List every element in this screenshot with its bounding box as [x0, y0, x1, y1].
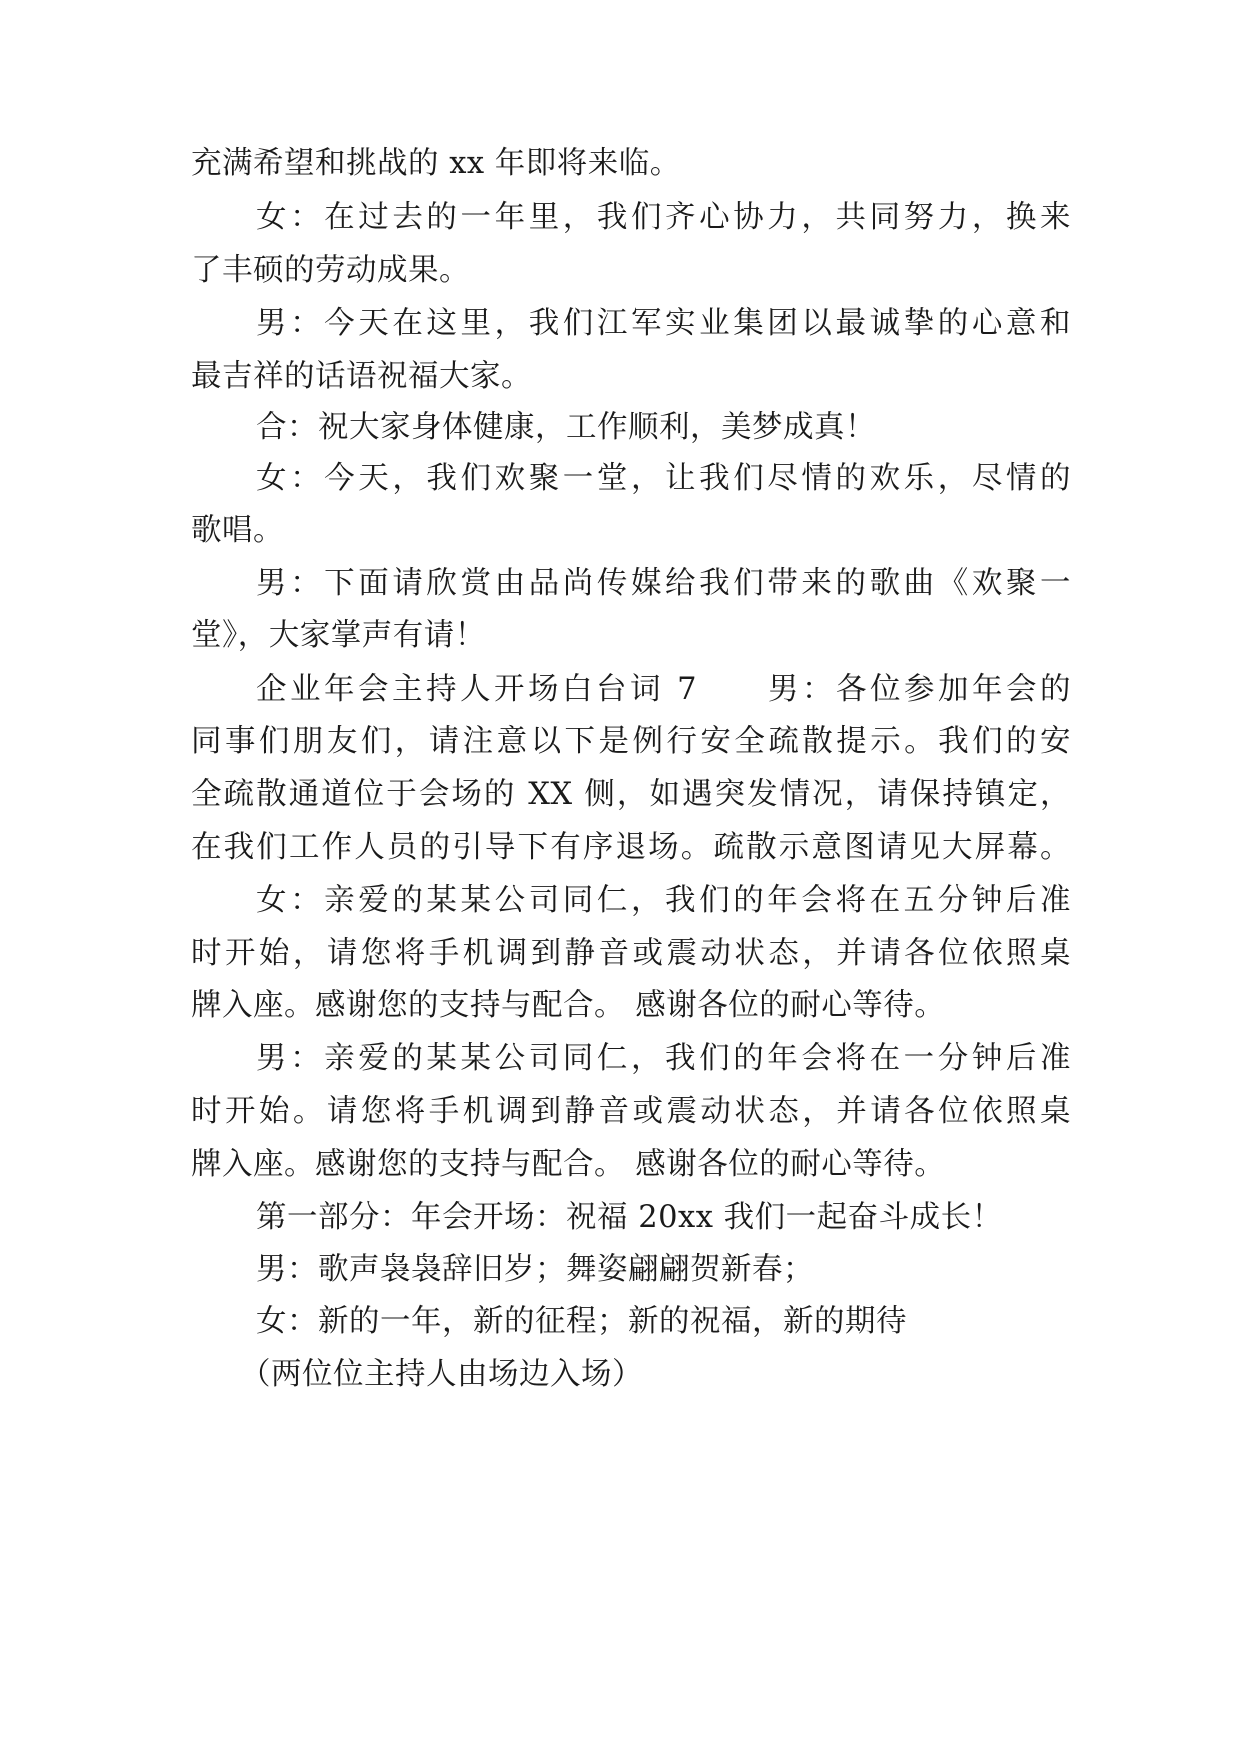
text-line: 了丰硕的劳动成果。 — [191, 253, 470, 288]
text-line: 男：今天在这里，我们江军实业集团以最诚挚的心意和 — [256, 306, 1071, 341]
text-line: 堂》，大家掌声有请！ — [191, 618, 486, 653]
text-line: 时开始，请您将手机调到静音或震动状态，并请各位依照桌 — [191, 936, 1071, 971]
text-line: 牌入座。感谢您的支持与配合。 感谢各位的耐心等待。 — [191, 988, 946, 1023]
text-line: 男：下面请欣赏由品尚传媒给我们带来的歌曲《欢聚一 — [256, 566, 1071, 601]
text-line: 最吉祥的话语祝福大家。 — [191, 359, 532, 394]
text-line: 女：在过去的一年里，我们齐心协力，共同努力，换来 — [256, 200, 1071, 235]
text-line: 企业年会主持人开场白台词 7 男：各位参加年会的 — [256, 672, 1071, 707]
text-line: 充满希望和挑战的 xx 年即将来临。 — [191, 146, 681, 181]
text-line: 女：今天，我们欢聚一堂，让我们尽情的欢乐，尽情的 — [256, 461, 1071, 496]
text-line: 全疏散通道位于会场的 XX 侧，如遇突发情况，请保持镇定， — [191, 777, 1071, 812]
text-line: （两位位主持人由场边入场） — [240, 1357, 643, 1392]
text-line: 同事们朋友们，请注意以下是例行安全疏散提示。我们的安 — [191, 724, 1071, 759]
text-line: 时开始。请您将手机调到静音或震动状态，并请各位依照桌 — [191, 1094, 1071, 1129]
text-line: 合：祝大家身体健康，工作顺利，美梦成真！ — [256, 410, 876, 445]
text-line: 女：亲爱的某某公司同仁，我们的年会将在五分钟后准 — [256, 883, 1071, 918]
text-line: 男：亲爱的某某公司同仁，我们的年会将在一分钟后准 — [256, 1041, 1071, 1076]
text-line: 在我们工作人员的引导下有序退场。疏散示意图请见大屏幕。 — [191, 830, 1071, 865]
text-line: 歌唱。 — [191, 513, 284, 548]
text-line: 第一部分：年会开场：祝福 20xx 我们一起奋斗成长！ — [256, 1200, 1003, 1235]
text-line: 牌入座。感谢您的支持与配合。 感谢各位的耐心等待。 — [191, 1147, 946, 1182]
text-line: 女：新的一年，新的征程；新的祝福，新的期待 — [256, 1304, 907, 1339]
text-line: 男：歌声袅袅辞旧岁；舞姿翩翩贺新春； — [256, 1252, 814, 1287]
